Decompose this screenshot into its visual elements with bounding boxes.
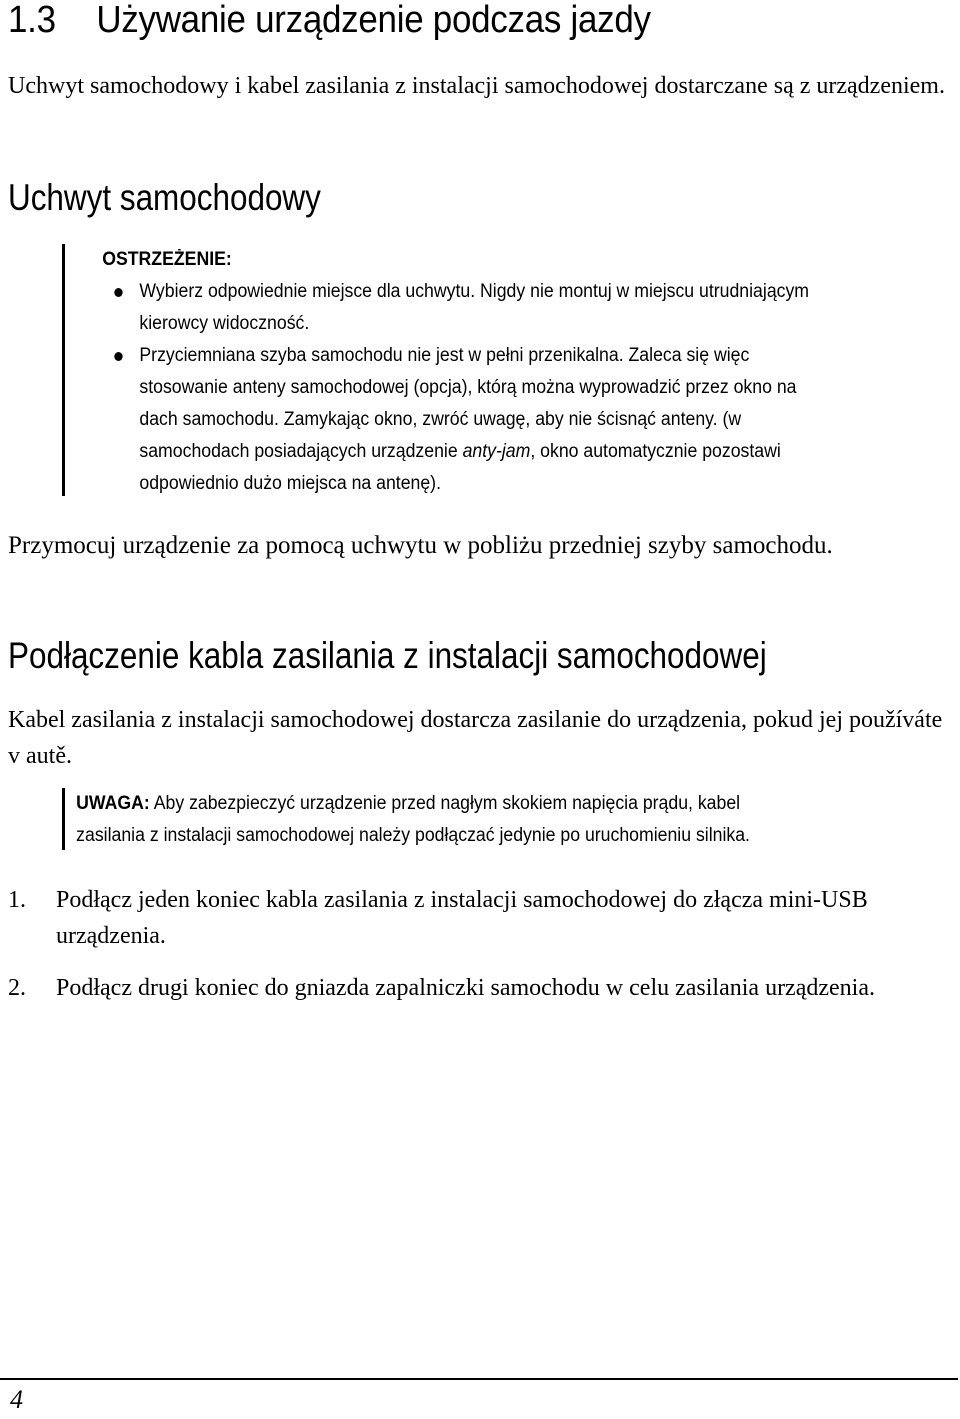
note-line: zasilania z instalacji samochodowej należy podłączać jedynie po uruchomieniu silnika. bbox=[76, 825, 750, 846]
power-heading: Podłączenie kabla zasilania z instalacji samochodowej bbox=[8, 635, 767, 676]
steps-list bbox=[8, 882, 953, 1022]
step-number: 2. bbox=[8, 975, 26, 1001]
warning-term: anty-jam bbox=[462, 441, 531, 462]
section-title: Używanie urządzenie podczas jazdy bbox=[96, 0, 651, 41]
warning-text: samochodach posiadających urządzenie bbox=[139, 441, 463, 462]
warning-line: Przyciemniana szyba samochodu nie jest w pełni przenikalna. Zaleca się więc bbox=[139, 345, 750, 366]
note-line bbox=[76, 788, 750, 820]
intro-paragraph: Uchwyt samochodowy i kabel zasilania z instalacji samochodowej dostarczane są z urządzeniem. bbox=[8, 73, 945, 99]
warning-line: dach samochodu. Zamykając okno, zwróć uwagę, aby nie ścisnąć anteny. (w bbox=[139, 409, 742, 430]
note-label: UWAGA: bbox=[76, 793, 150, 814]
bullet-icon bbox=[114, 288, 122, 297]
step-text: Podłącz drugi koniec do gniazda zapalniczki samochodu w celu zasilania urządzenia. bbox=[56, 975, 875, 1001]
warning-line: stosowanie anteny samochodowej (opcja), którą można wyprowadzić przez okno na bbox=[139, 377, 797, 398]
warning-box bbox=[62, 244, 865, 496]
mount-heading: Uchwyt samochodowy bbox=[8, 177, 321, 218]
section-number: 1.3 bbox=[8, 0, 56, 41]
warning-line: Wybierz odpowiednie miejsce dla uchwytu. Nigdy nie montuj w miejscu utrudniającym bbox=[139, 281, 810, 302]
warning-line bbox=[139, 436, 809, 468]
warning-line: odpowiednio dużo miejsca na antenę). bbox=[139, 473, 441, 494]
step-item bbox=[8, 882, 953, 954]
footer-divider bbox=[0, 1378, 958, 1380]
power-paragraph: Kabel zasilania z instalacji samochodowej dostarcza zasilanie do urządzenia, pokud jej používáte v autě. bbox=[8, 707, 943, 769]
note-box bbox=[62, 788, 802, 850]
step-text: Podłącz jeden koniec kabla zasilania z instalacji samochodowej do złącza mini-USB urządzenia. bbox=[56, 887, 868, 949]
warning-text: , okno automatycznie pozostawi bbox=[530, 441, 781, 462]
step-number: 1. bbox=[8, 887, 26, 913]
mount-instruction: Przymocuj urządzenie za pomocą uchwytu w pobliżu przedniej szyby samochodu. bbox=[8, 532, 833, 559]
note-text: Aby zabezpieczyć urządzenie przed nagłym skokiem napięcia prądu, kabel bbox=[149, 793, 741, 814]
step-item bbox=[8, 970, 953, 1006]
warning-item bbox=[102, 276, 809, 340]
warning-item bbox=[102, 340, 809, 500]
bullet-icon bbox=[114, 352, 122, 361]
warning-list bbox=[102, 276, 809, 500]
page-number: 4 bbox=[10, 1385, 23, 1414]
warning-label: OSTRZEŻENIE: bbox=[102, 249, 232, 270]
section-heading bbox=[8, 0, 651, 44]
warning-line: kierowcy widoczność. bbox=[139, 313, 310, 334]
